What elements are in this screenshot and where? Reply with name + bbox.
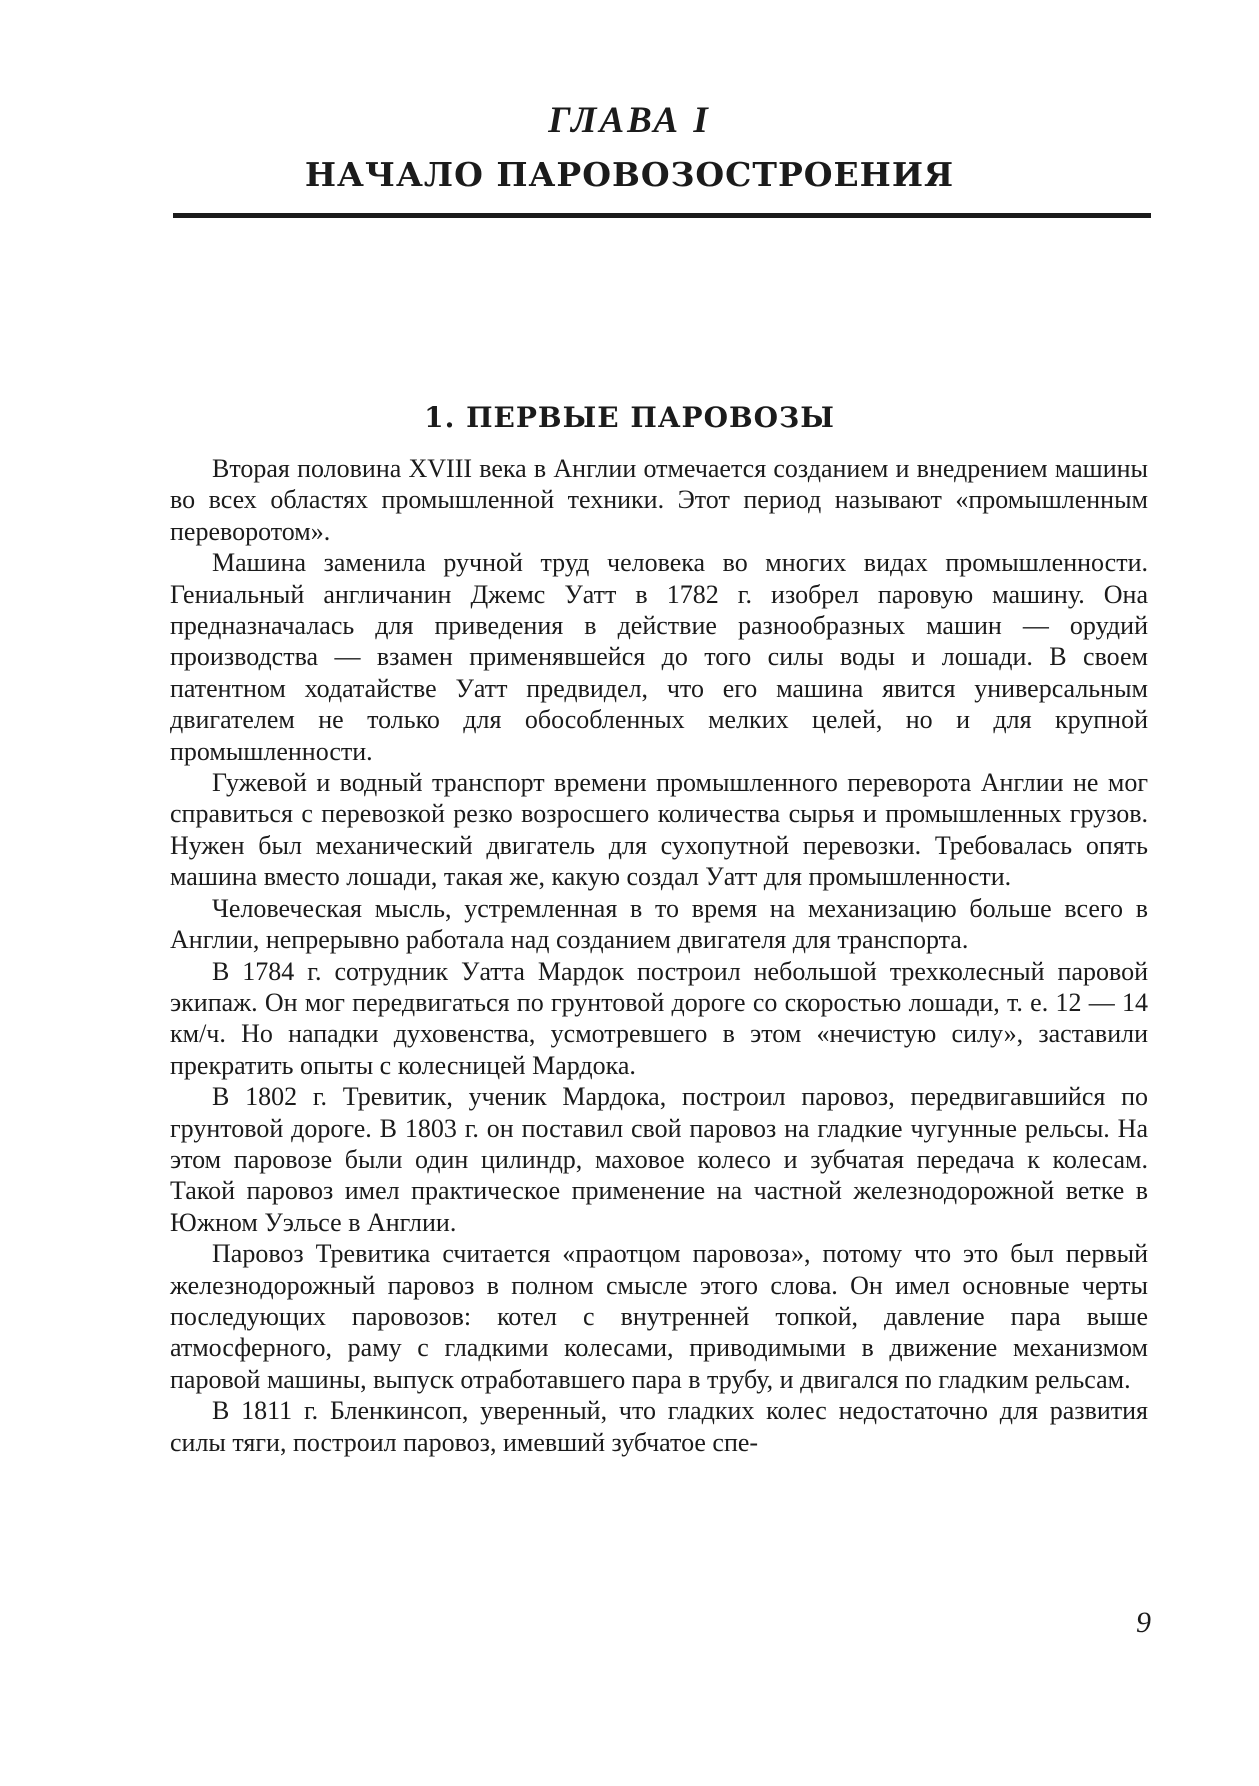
paragraph: Паровоз Тревитика считается «праотцом паровоза», потому что это был первый железнодорожный паровоз в полном смысле этого слова. Он имел основные черты последующих паровозов: котел с внутренней топкой, давление пара выше атмосферного, раму с гладкими колесами, приводимыми в движение механизмом паровой машины, выпуск отработавшего пара в трубу, и двигался по гладким рельсам. xyxy=(170,1239,1148,1394)
paragraph: Машина заменила ручной труд человека во многих видах промышленности. Гениальный англичанин Джемс Уатт в 1782 г. изобрел паровую машину. Она предназначалась для приведения в действие разнообразных машин — орудий производства — взамен применявшейся до того силы воды и лошади. В своем патентном ходатайстве Уатт предвидел, что его машина явится универсальным двигателем не только для обособленных мелких целей, но и для крупной промышленности. xyxy=(170,548,1148,766)
page-number: 9 xyxy=(1136,1606,1151,1639)
paragraph: В 1802 г. Тревитик, ученик Мардока, построил паровоз, передвигавшийся по грунтовой дороге. В 1803 г. он поставил свой паровоз на гладкие чугунные рельсы. На этом паровозе были один цилиндр, маховое колесо и зубчатая передача к колесам. Такой паровоз имел практическое применение на частной железнодорожной ветке в Южном Уэльсе в Англии. xyxy=(170,1082,1148,1237)
paragraph: Человеческая мысль, устремленная в то время на механизацию больше всего в Англии, непрерывно работала над созданием двигателя для транспорта. xyxy=(170,893,1148,955)
paragraph: Вторая половина XVIII века в Англии отмечается созданием и внедрением машины во всех областях промышленной техники. Этот период называют «промышленным переворотом». xyxy=(170,454,1148,546)
chapter-title: НАЧАЛО ПАРОВОЗОСТРОЕНИЯ xyxy=(304,155,955,194)
paragraph: В 1811 г. Бленкинсоп, уверенный, что гладких колес недостаточно для развития силы тяги, построил паровоз, имевший зубчатое спе- xyxy=(170,1396,1148,1457)
section-title: 1. ПЕРВЫЕ ПАРОВОЗЫ xyxy=(424,401,835,434)
body-text xyxy=(170,453,1148,1458)
paragraph: Гужевой и водный транспорт времени промышленного переворота Англии не мог справиться с перевозкой резко возросшего количества сырья и промышленных грузов. Нужен был механический двигатель для сухопутной перевозки. Требовалась опять машина вместо лошади, такая же, какую создал Уатт для промышленности. xyxy=(170,768,1148,892)
paragraph: В 1784 г. сотрудник Уатта Мардок построил небольшой трехколесный паровой экипаж. Он мог передвигаться по грунтовой дороге со скоростью лошади, т. е. 12 — 14 км/ч. Но нападки духовенства, усмотревшего в этом «нечистую силу», заставили прекратить опыты с колесницей Мардока. xyxy=(170,956,1148,1080)
title-rule xyxy=(173,213,1151,218)
chapter-label: ГЛАВА I xyxy=(548,100,711,141)
